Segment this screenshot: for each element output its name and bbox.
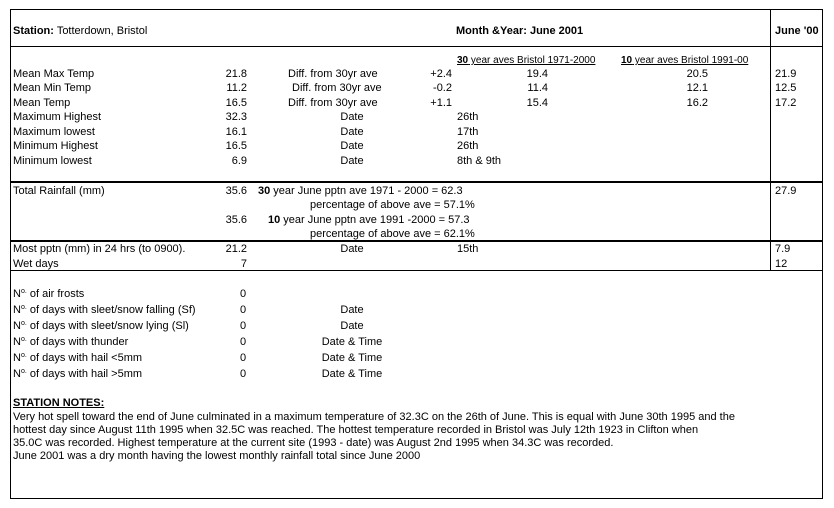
count-value: 0	[240, 368, 247, 380]
temp-value: 16.1	[225, 126, 247, 138]
count-date-label: Date	[340, 304, 364, 316]
diff-value: +2.4	[430, 68, 452, 80]
count-value: 0	[240, 336, 247, 348]
notes-line: June 2001 was a dry month having the lowest monthly rainfall total since June 2000	[13, 450, 421, 462]
wet-days-value: 7	[240, 258, 247, 270]
ave10-value: 12.1	[686, 82, 708, 94]
count-prefix: N	[13, 320, 21, 332]
count-prefix: N	[13, 352, 21, 364]
rainfall-pct10: percentage of above ave = 62.1%	[310, 228, 475, 240]
count-text: of days with sleet/snow lying (Sl)	[26, 320, 189, 332]
prev-year-value: 21.9	[775, 68, 797, 80]
temp-value: 32.3	[225, 111, 247, 123]
count-value: 0	[240, 320, 247, 332]
count-label	[13, 288, 84, 301]
temp-value: 16.5	[225, 140, 247, 152]
divider-prev-col	[770, 9, 771, 270]
temp-label: Maximum Highest	[13, 111, 102, 123]
count-prefix: N	[13, 288, 21, 300]
rainfall-prev: 27.9	[775, 185, 797, 197]
rainfall-value: 35.6	[225, 185, 247, 197]
date-value: 26th	[457, 140, 479, 152]
rainfall-value-2: 35.6	[225, 214, 247, 226]
date-value: 26th	[457, 111, 479, 123]
temp-label: Maximum lowest	[13, 126, 95, 138]
temp-value: 21.8	[225, 68, 247, 80]
date-value: 17th	[457, 126, 479, 138]
count-prefix: N	[13, 304, 21, 316]
date-label: Date	[340, 111, 364, 123]
pptn-date: 15th	[457, 243, 479, 255]
month-year: Month &Year: June 2001	[456, 25, 584, 37]
count-sup: o.	[20, 368, 27, 375]
count-value: 0	[240, 304, 247, 316]
ave10-value: 20.5	[686, 68, 708, 80]
pptn-value: 21.2	[225, 243, 247, 255]
pptn-date-label: Date	[340, 243, 364, 255]
temp-label: Minimum Highest	[13, 140, 98, 152]
rainfall-pct30: percentage of above ave = 57.1%	[310, 199, 475, 211]
pptn-prev: 7.9	[775, 243, 791, 255]
temp-label: Mean Min Temp	[13, 82, 92, 94]
count-sup: o.	[20, 288, 27, 295]
count-prefix: N	[13, 368, 21, 380]
count-sup: o.	[20, 336, 27, 343]
prev-year-heading: June '00	[775, 25, 819, 37]
temp-label: Mean Max Temp	[13, 68, 95, 80]
diff-label: Diff. from 30yr ave	[292, 82, 382, 94]
count-date-label: Date	[340, 320, 364, 332]
count-label	[13, 368, 142, 381]
count-label	[13, 320, 189, 333]
temp-label: Mean Temp	[13, 97, 71, 109]
count-prefix: N	[13, 336, 21, 348]
diff-label: Diff. from 30yr ave	[288, 97, 378, 109]
notes-line: hottest day since August 11th 1995 when 32.5C was reached. The hottest temperature recorded in Bristol was July 12th 1923 in Clifton when	[13, 424, 699, 436]
rainfall-label: Total Rainfall (mm)	[13, 185, 105, 197]
count-text: of air frosts	[26, 288, 85, 300]
diff-value: +1.1	[430, 97, 452, 109]
wet-days-label: Wet days	[13, 258, 59, 270]
station-line: Station: Totterdown, Bristol	[13, 25, 148, 37]
station-notes	[13, 411, 813, 463]
ave10-value: 16.2	[686, 97, 708, 109]
diff-label: Diff. from 30yr ave	[288, 68, 378, 80]
notes-heading: STATION NOTES:	[13, 397, 105, 409]
date-label: Date	[340, 155, 364, 167]
notes-line: 35.0C was recorded. Highest temperature at the current site (1993 - date) was August 2nd 1995 when 34.3C was recorded.	[13, 437, 614, 449]
count-text: of days with hail >5mm	[26, 368, 143, 380]
ave30-value: 15.4	[526, 97, 548, 109]
count-label	[13, 304, 196, 317]
count-text: of days with sleet/snow falling (Sf)	[26, 304, 196, 316]
count-value: 0	[240, 288, 247, 300]
count-sup: o.	[20, 304, 27, 311]
wet-days-prev: 12	[775, 258, 788, 270]
diff-value: -0.2	[433, 82, 452, 94]
count-label	[13, 352, 142, 365]
prev-year-value: 12.5	[775, 82, 797, 94]
divider-temps	[10, 181, 823, 183]
date-label: Date	[340, 140, 364, 152]
pptn-label: Most pptn (mm) in 24 hrs (to 0900).	[13, 243, 186, 255]
divider-wet	[10, 270, 823, 271]
count-sup: o.	[20, 352, 27, 359]
temp-value: 11.2	[226, 82, 247, 94]
count-label	[13, 336, 128, 349]
count-text: of days with thunder	[26, 336, 129, 348]
ave10-heading: 10 year aves Bristol 1991-00	[621, 55, 749, 66]
ave30-value: 11.4	[527, 82, 548, 94]
notes-line: Very hot spell toward the end of June culminated in a maximum temperature of 32.3C on the 26th of June. This is equal with June 30th 1995 and the	[13, 411, 735, 423]
ave30-heading: 30 year aves Bristol 1971-2000	[457, 55, 596, 66]
count-date-label: Date & Time	[321, 336, 383, 348]
count-value: 0	[240, 352, 247, 364]
prev-year-value: 17.2	[775, 97, 797, 109]
temp-label: Minimum lowest	[13, 155, 92, 167]
temp-value: 16.5	[225, 97, 247, 109]
rainfall-10yr-line: 10 year June pptn ave 1991 -2000 = 57.3	[268, 214, 470, 226]
ave30-value: 19.4	[526, 68, 548, 80]
count-text: of days with hail <5mm	[26, 352, 143, 364]
rainfall-30yr-line: 30 year June pptn ave 1971 - 2000 = 62.3	[258, 185, 463, 197]
date-value: 8th & 9th	[457, 155, 502, 167]
count-date-label: Date & Time	[321, 368, 383, 380]
date-label: Date	[340, 126, 364, 138]
count-sup: o.	[20, 320, 27, 327]
count-date-label: Date & Time	[321, 352, 383, 364]
temp-value: 6.9	[231, 155, 247, 167]
divider-header	[10, 46, 823, 47]
